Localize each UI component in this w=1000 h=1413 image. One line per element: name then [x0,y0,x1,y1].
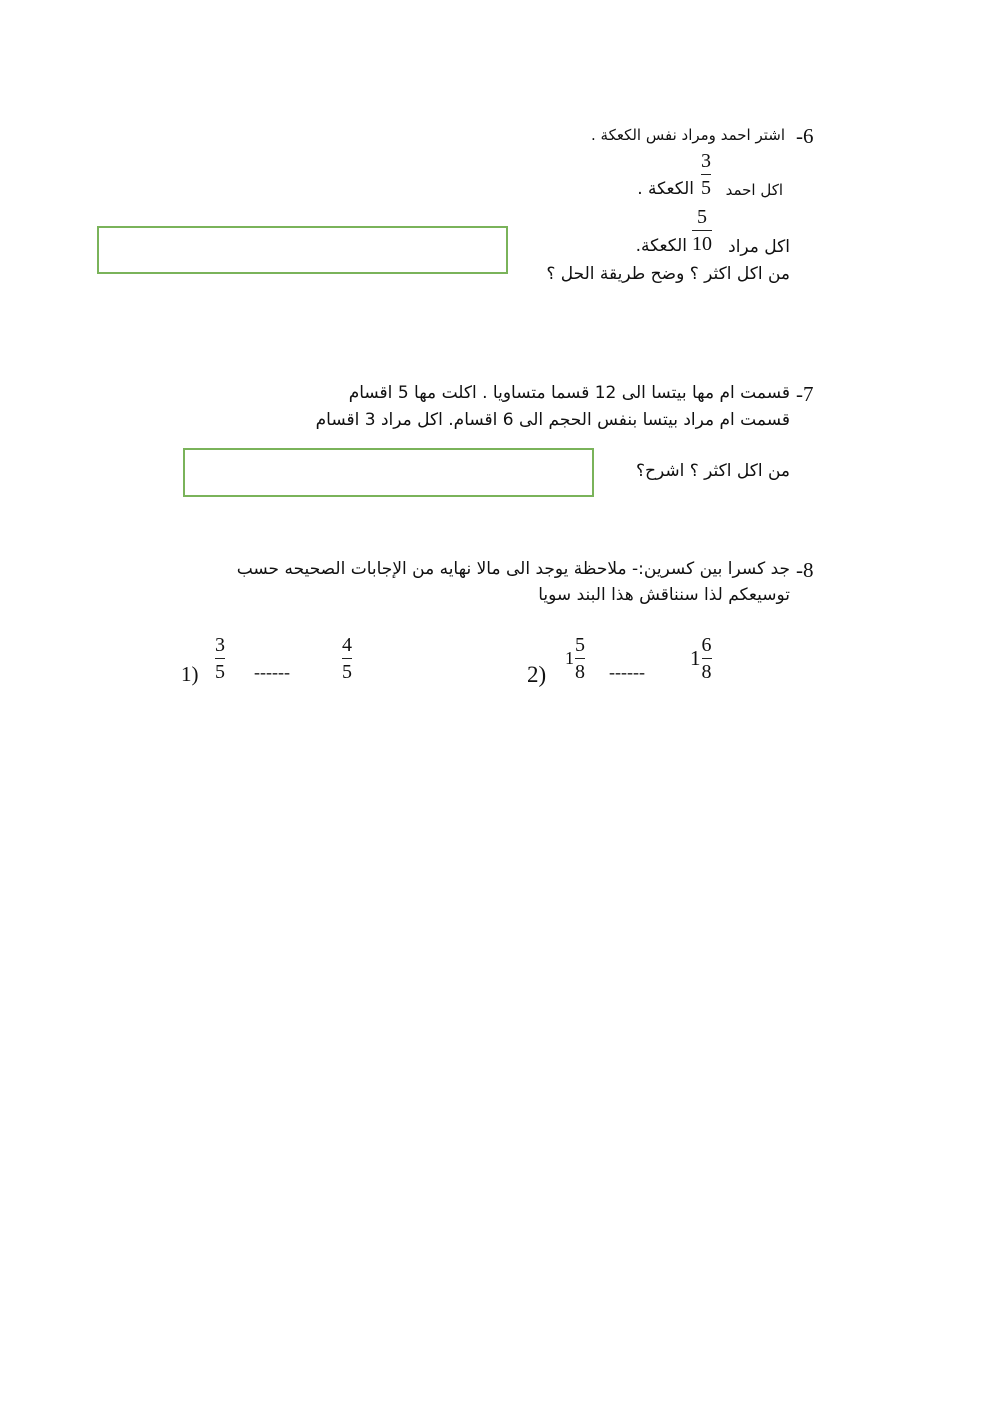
q8-number: -8 [796,558,814,582]
q6-murad-prefix: اكل مراد [728,237,790,257]
q7-line2: قسمت ام مراد بيتسا بنفس الحجم الى 6 اقسام. اكل مراد 3 اقسام [315,410,790,430]
q6-intro: اشتر احمد ومراد نفس الكعكة . [590,126,785,144]
fraction-denominator: 8 [701,661,712,683]
fraction-numerator: 5 [575,634,585,656]
q8-item1-left-fraction [215,634,225,683]
q8-item2-dash: ------ [609,662,645,682]
q6-ahmad-fraction [701,150,711,199]
q8-item1-label: 1) [181,662,199,686]
fraction-denominator: 5 [215,661,225,683]
q8-line2: توسيعكم لذا سنناقش هذا البند سويا [538,585,790,605]
q7-question: من اكل اكثر ؟ اشرح؟ [635,461,790,481]
q8-item2-left-mixed [565,634,585,683]
q7-line1: قسمت ام مها بيتسا الى 12 قسما متساويا . اكلت مها 5 اقسام [348,383,790,403]
mixed-whole: 1 [690,646,701,670]
q8-item1-dash: ------ [254,662,290,682]
q8-item2-label: 2) [527,662,547,687]
fraction-denominator: 8 [575,661,585,683]
q6-number: -6 [796,124,814,148]
fraction-bar [702,658,712,659]
q6-murad-suffix: الكعكة. [635,236,687,256]
q7-number: -7 [796,382,814,406]
fraction-bar [575,658,585,659]
fraction-numerator: 3 [701,150,711,172]
q7-answer-box[interactable] [183,448,594,497]
q8-line1: جد كسرا بين كسرين:- ملاحظة يوجد الى مالا نهايه من الإجابات الصحيحه حسب [236,559,790,579]
fraction-bar [342,658,352,659]
fraction-denominator: 10 [692,233,712,255]
fraction-denominator: 5 [701,177,711,199]
q8-item2-right-mixed [690,634,712,683]
fraction-bar [701,174,711,175]
q6-murad-fraction [692,206,712,255]
q6-question: من اكل اكثر ؟ وضح طريقة الحل ؟ [546,264,790,284]
fraction-numerator: 6 [701,634,712,656]
q8-item2-left-fraction [575,634,585,683]
fraction-numerator: 4 [342,634,352,656]
fraction-denominator: 5 [342,661,352,683]
q6-answer-box[interactable] [97,226,508,274]
q6-ahmad-prefix: اكل احمد [725,181,783,199]
q8-item1-right-fraction [342,634,352,683]
fraction-bar [215,658,225,659]
fraction-bar [692,230,712,231]
mixed-whole: 1 [565,648,574,668]
fraction-numerator: 5 [697,206,707,228]
q6-ahmad-suffix: الكعكة . [637,179,694,199]
q8-item2-right-fraction [702,634,712,683]
fraction-numerator: 3 [215,634,225,656]
